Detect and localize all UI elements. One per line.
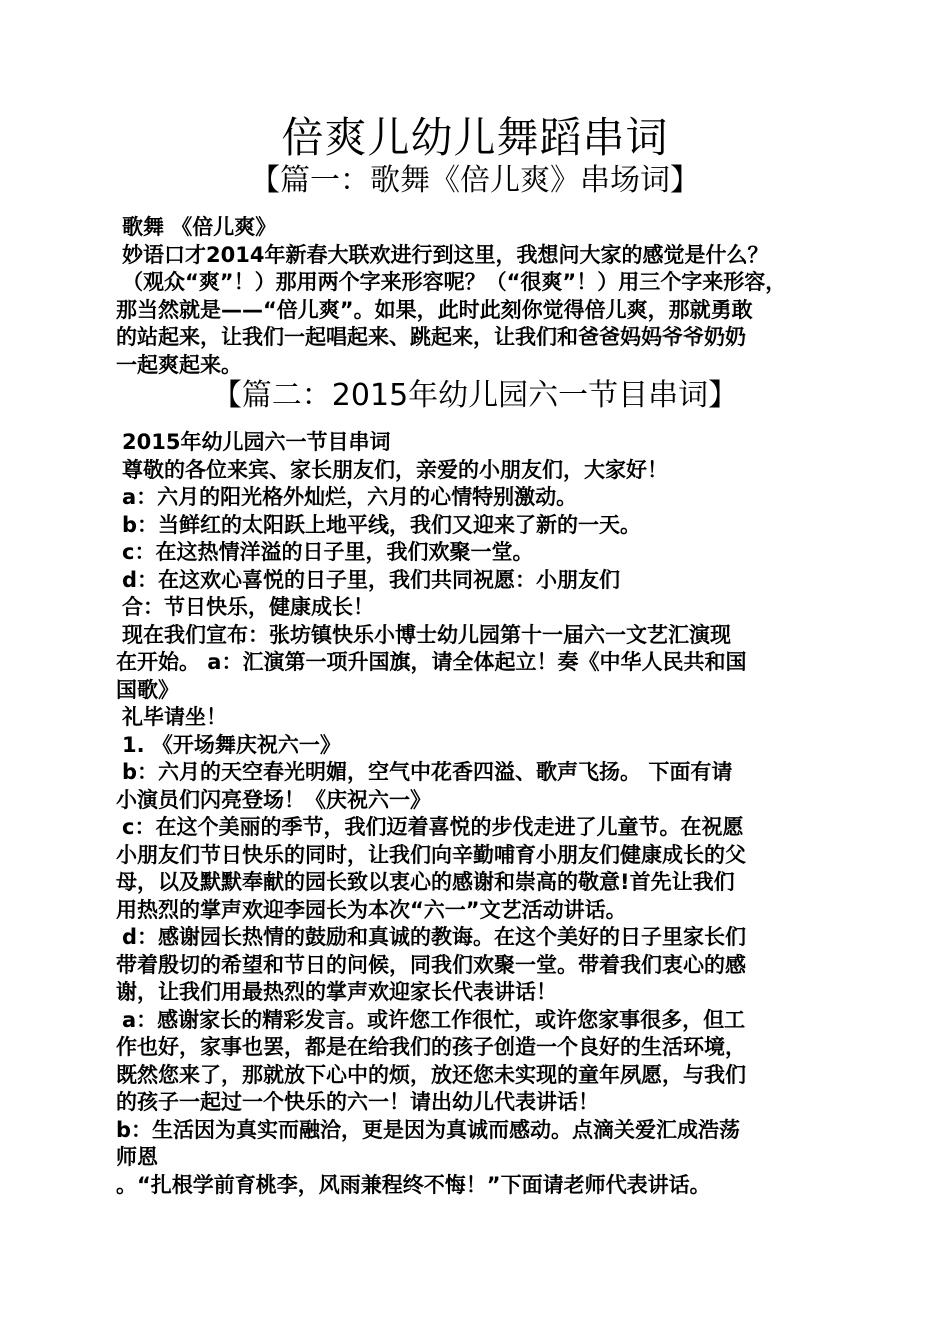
paragraph-line: 那当然就是——“倍儿爽”。如果，此时此刻你觉得倍儿爽，那就勇敢	[116, 297, 753, 322]
paragraph-line: 现在我们宣布：张坊镇快乐小博士幼儿园第十一届六一文艺汇演现	[122, 622, 731, 647]
paragraph-line: d：感谢园长热情的鼓励和真诚的教诲。在这个美好的日子里家长们	[122, 925, 747, 949]
document-title: 倍爽儿幼儿舞蹈串词	[281, 113, 669, 162]
paragraph-line: 带着殷切的希望和节日的问候，同我们欢聚一堂。带着我们衷心的感	[116, 952, 746, 977]
paragraph-line: 2015年幼儿园六一节目串词	[122, 430, 391, 454]
paragraph-line: b：六月的天空春光明媚，空气中花香四溢、歌声飞扬。 下面有请	[122, 760, 733, 784]
paragraph-line: c：在这个美丽的季节，我们迈着喜悦的步伐走进了儿童节。在祝愿	[122, 815, 744, 839]
paragraph-line: 在开始。 a：汇演第一项升国旗，请全体起立！奏《中华人民共和国	[116, 650, 747, 674]
paragraph-line: a：六月的阳光格外灿烂，六月的心情特别激动。	[122, 485, 578, 509]
paragraph-line: 。“扎根学前育桃李，风雨兼程终不悔！”下面请老师代表讲话。	[116, 1172, 711, 1197]
paragraph-line: 作也好，家事也罢，都是在给我们的孩子创造一个良好的生活环境，	[116, 1035, 746, 1059]
paragraph-line: c：在这热情洋溢的日子里，我们欢聚一堂。	[122, 540, 534, 564]
paragraph-line: d：在这欢心喜悦的日子里，我们共同祝愿：小朋友们	[122, 567, 621, 592]
paragraph-line: 国歌》	[116, 677, 179, 702]
paragraph-line: b：生活因为真实而融洽，更是因为真诚而感动。点滴关爱汇成浩荡	[116, 1117, 741, 1142]
paragraph-line: 小朋友们节日快乐的同时，让我们向辛勤哺育小朋友们健康成长的父	[116, 842, 746, 867]
paragraph-line: 小演员们闪亮登场！《庆祝六一》	[116, 787, 431, 812]
section-2-body	[116, 429, 846, 1199]
paragraph-line: 歌舞 《倍儿爽》	[122, 215, 277, 239]
paragraph-line: 合：节日快乐，健康成长！	[122, 595, 374, 619]
paragraph-line: a：感谢家长的精彩发言。或许您工作很忙，或许您家事很多，但工	[122, 1007, 746, 1032]
section-heading-1: 【篇一：歌舞《倍儿爽》串场词】	[250, 163, 700, 198]
paragraph-line: （观众“爽”！）那用两个字来形容呢？（“很爽”！）用三个字来形容，	[122, 270, 787, 294]
section-1-body	[116, 214, 846, 379]
paragraph-line: 一起爽起来。	[116, 352, 242, 377]
paragraph-line: 母，以及默默奉献的园长致以衷心的感谢和崇高的敬意!首先让我们	[116, 870, 735, 894]
paragraph-line: 尊敬的各位来宾、家长朋友们，亲爱的小朋友们，大家好！	[122, 457, 668, 482]
paragraph-line: b：当鲜红的太阳跃上地平线，我们又迎来了新的一天。	[122, 512, 642, 537]
paragraph-line: 既然您来了，那就放下心中的烦，放还您未实现的童年夙愿，与我们	[116, 1062, 746, 1087]
paragraph-line: 妙语口才2014年新春大联欢进行到这里，我想问大家的感觉是什么？	[122, 242, 769, 267]
paragraph-line: 礼毕请坐！	[122, 705, 227, 729]
paragraph-line: 谢，让我们用最热烈的掌声欢迎家长代表讲话！	[116, 980, 557, 1004]
paragraph-line: 用热烈的掌声欢迎李园长为本次“六一”文艺活动讲话。	[116, 897, 627, 922]
paragraph-line: 师恩	[116, 1145, 158, 1169]
paragraph-line: 1. 《开场舞庆祝六一》	[122, 732, 341, 757]
paragraph-line: 的站起来，让我们一起唱起来、跳起来，让我们和爸爸妈妈爷爷奶奶	[116, 325, 746, 349]
section-heading-2: 【篇二：2015年幼儿园六一节目串词】	[211, 378, 739, 413]
paragraph-line: 的孩子一起过一个快乐的六一！请出幼儿代表讲话！	[116, 1090, 599, 1114]
